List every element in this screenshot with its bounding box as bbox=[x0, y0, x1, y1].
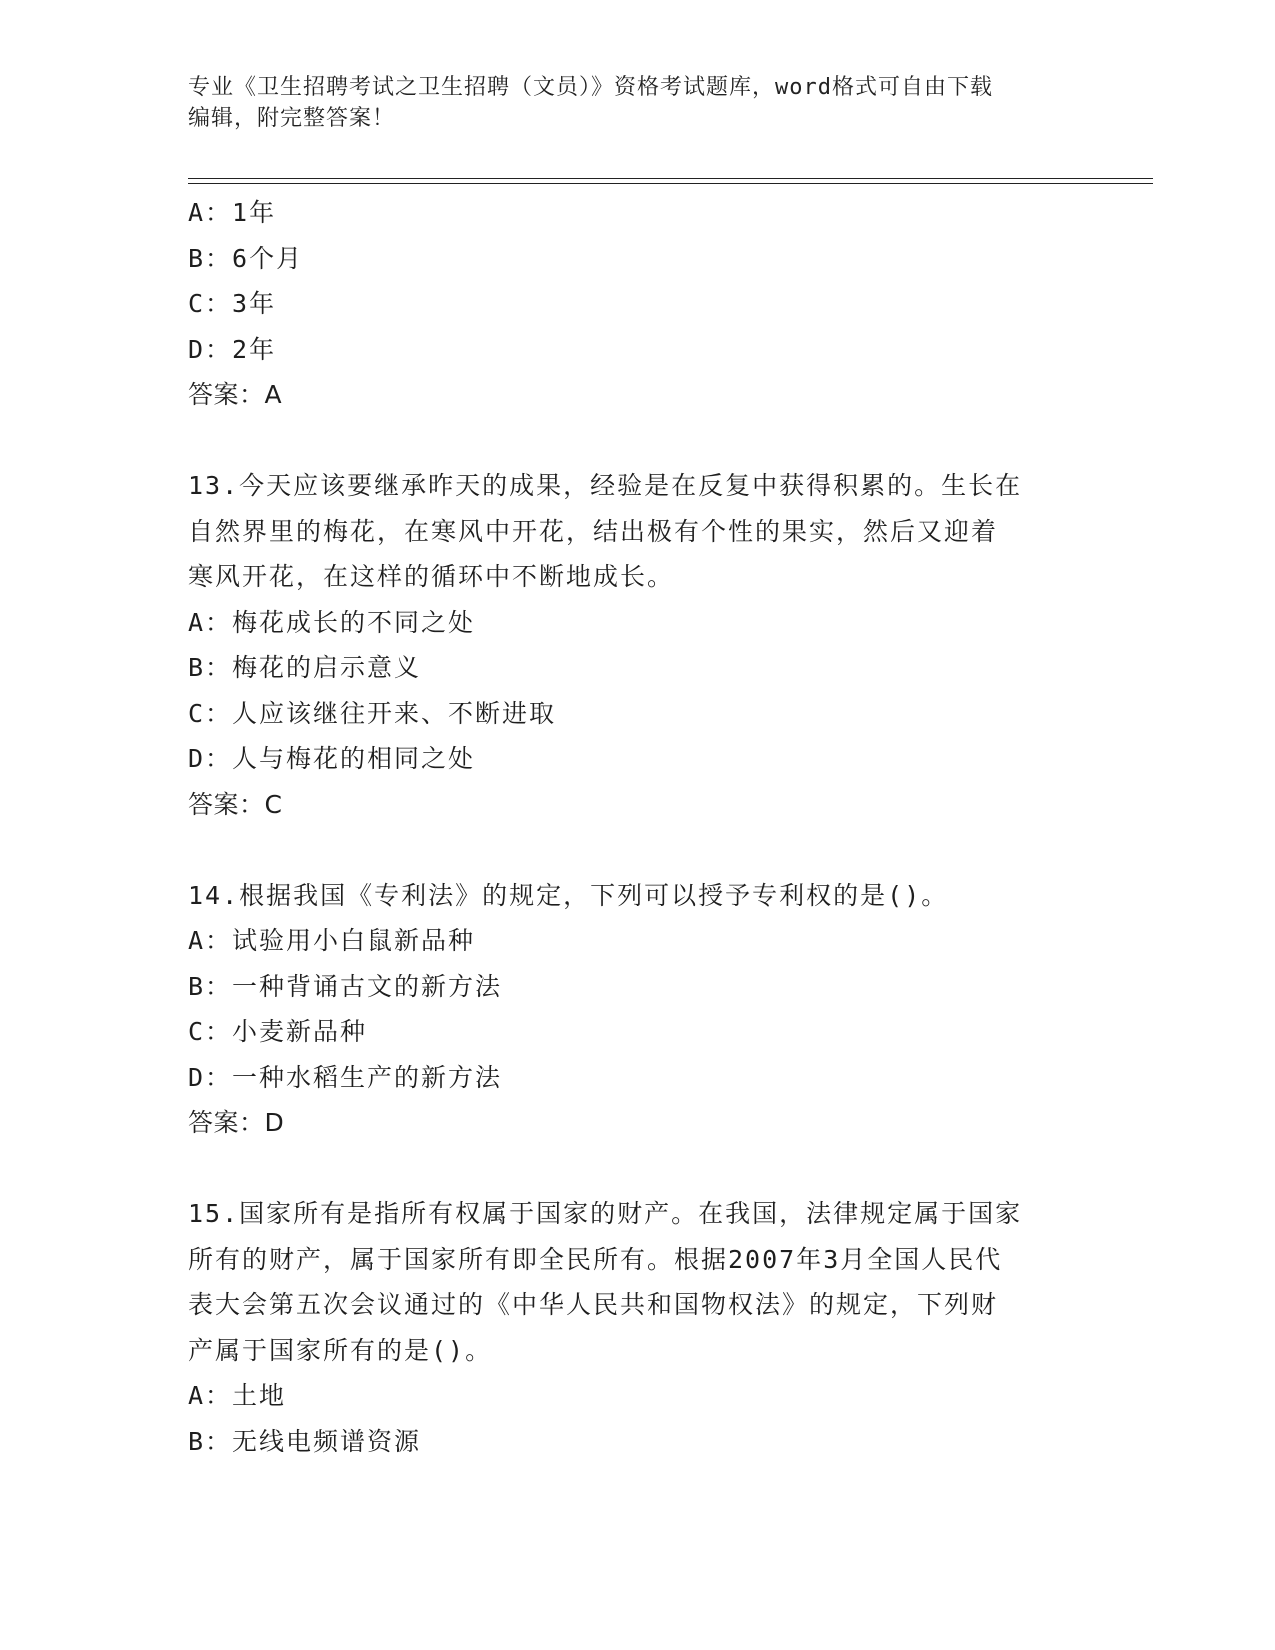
spacer bbox=[188, 418, 1088, 464]
question-12 bbox=[188, 190, 1088, 418]
option-a: A：土地 bbox=[188, 1381, 287, 1410]
option-a: A：梅花成长的不同之处 bbox=[188, 607, 476, 637]
option-c: C：小麦新品种 bbox=[188, 1017, 368, 1046]
answer: 答案：A bbox=[188, 380, 283, 409]
option-b: B：一种背诵古文的新方法 bbox=[188, 971, 503, 1001]
spacer bbox=[188, 827, 1088, 873]
option-b: B：无线电频谱资源 bbox=[188, 1426, 422, 1456]
question-15 bbox=[188, 1191, 1088, 1464]
question-stem-line: 14.根据我国《专利法》的规定，下列可以授予专利权的是()。 bbox=[188, 880, 949, 910]
option-a: A：试验用小白鼠新品种 bbox=[188, 926, 476, 955]
option-d: D：人与梅花的相同之处 bbox=[188, 744, 476, 773]
option-a: A：1年 bbox=[188, 198, 277, 227]
header-divider-top bbox=[188, 178, 1153, 179]
header-line-2: 编辑，附完整答案！ bbox=[188, 106, 396, 131]
option-c: C：人应该继往开来、不断进取 bbox=[188, 698, 557, 728]
header-divider-bottom bbox=[188, 183, 1153, 184]
option-d: D：一种水稻生产的新方法 bbox=[188, 1062, 503, 1092]
question-stem-line: 15.国家所有是指所有权属于国家的财产。在我国，法律规定属于国家 bbox=[188, 1199, 1023, 1228]
document-header bbox=[188, 72, 1068, 134]
header-line-1: 专业《卫生招聘考试之卫生招聘（文员）》资格考试题库，word格式可自由下载 bbox=[188, 75, 993, 100]
answer: 答案：C bbox=[188, 789, 283, 819]
question-stem-line: 13.今天应该要继承昨天的成果，经验是在反复中获得积累的。生长在 bbox=[188, 471, 1023, 500]
option-b: B：6个月 bbox=[188, 243, 304, 273]
question-stem-line: 表大会第五次会议通过的《中华人民共和国物权法》的规定，下列财 bbox=[188, 1290, 999, 1319]
option-b: B：梅花的启示意义 bbox=[188, 653, 422, 682]
option-c: C：3年 bbox=[188, 289, 277, 318]
answer: 答案：D bbox=[188, 1108, 285, 1137]
question-stem-line: 所有的财产，属于国家所有即全民所有。根据2007年3月全国人民代 bbox=[188, 1244, 1003, 1274]
question-stem-line: 产属于国家所有的是()。 bbox=[188, 1335, 493, 1365]
spacer bbox=[188, 1146, 1088, 1192]
question-14 bbox=[188, 873, 1088, 1146]
question-stem-line: 自然界里的梅花，在寒风中开花，结出极有个性的果实，然后又迎着 bbox=[188, 516, 999, 546]
option-d: D：2年 bbox=[188, 334, 277, 364]
question-stem-line: 寒风开花，在这样的循环中不断地成长。 bbox=[188, 562, 675, 591]
question-13 bbox=[188, 463, 1088, 827]
question-list bbox=[188, 190, 1088, 1464]
